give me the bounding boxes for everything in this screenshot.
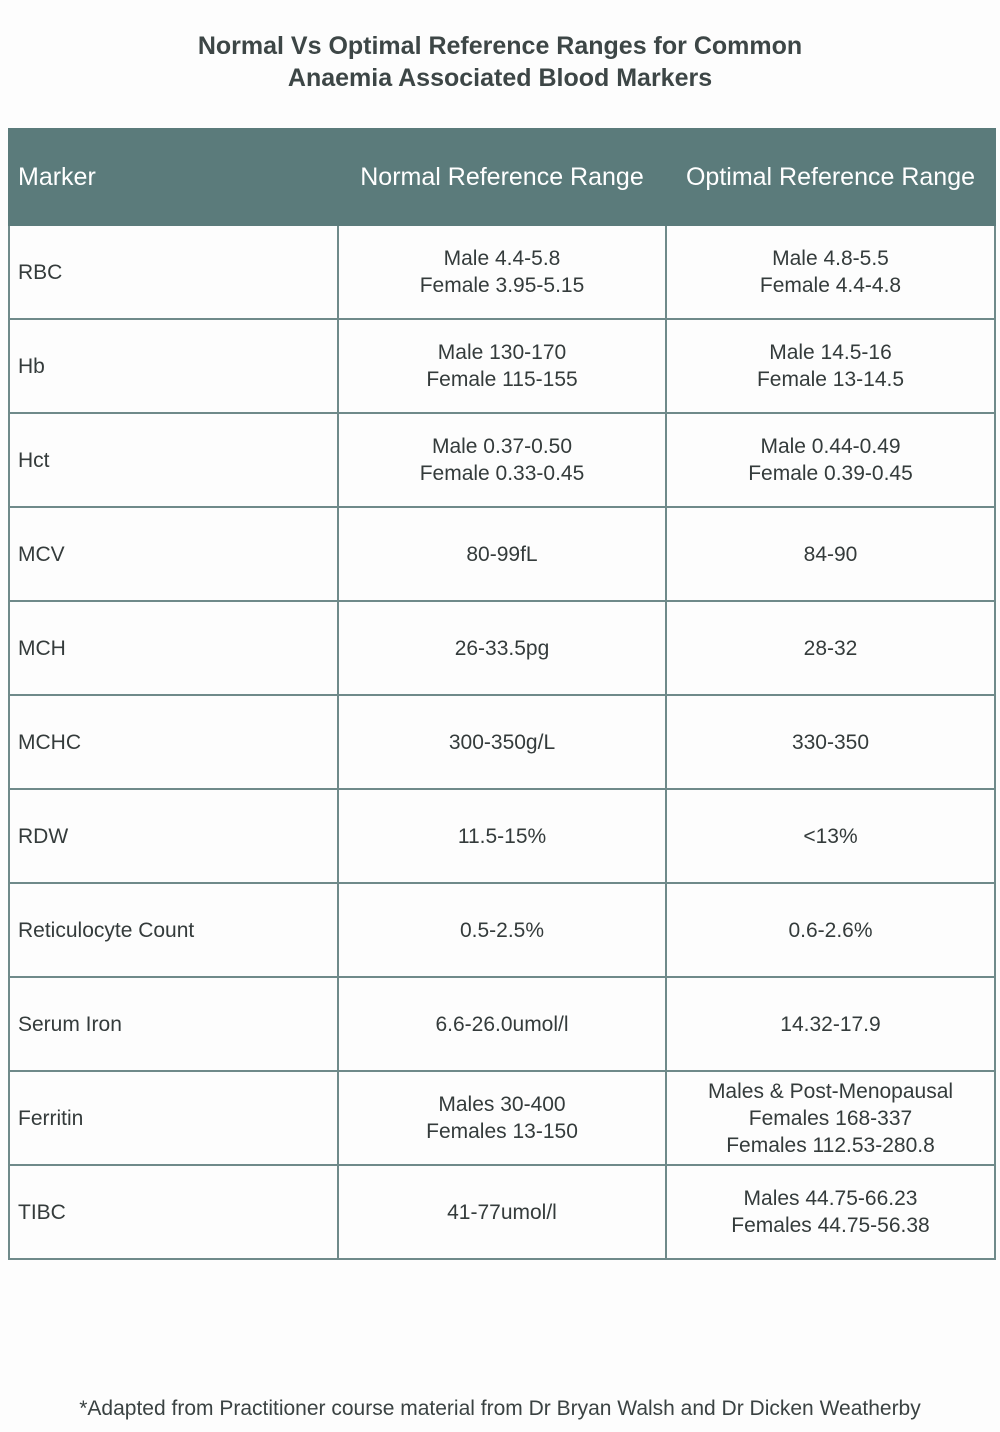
normal-range-cell: [338, 507, 666, 601]
table-row: [9, 413, 995, 507]
optimal-range-cell: [666, 789, 995, 883]
table-row: [9, 601, 995, 695]
optimal-range-line: <13%: [803, 824, 858, 848]
normal-range-cell: [338, 695, 666, 789]
table-row: [9, 883, 995, 977]
normal-range-cell: [338, 789, 666, 883]
optimal-range-line: Male 0.44-0.49: [760, 435, 901, 458]
table-row: [9, 695, 995, 789]
marker-cell: RBC: [9, 225, 338, 319]
title-line-1: Normal Vs Optimal Reference Ranges for Common: [197, 32, 803, 60]
normal-range-line: 0.5-2.5%: [459, 918, 545, 942]
optimal-range-line: Female 4.4-4.8: [759, 274, 902, 297]
normal-range-line: Males 30-400: [438, 1093, 566, 1116]
column-header-marker: Marker: [9, 129, 338, 225]
optimal-range-cell: [666, 319, 995, 413]
table-header: [9, 129, 995, 225]
page-title: [0, 30, 1000, 94]
optimal-range-line: Females 112.53-280.8: [726, 1133, 935, 1157]
normal-range-cell: [338, 977, 666, 1071]
optimal-range-line: Male 4.8-5.5: [772, 247, 889, 270]
normal-range-cell: [338, 1165, 666, 1259]
marker-cell: Hct: [9, 413, 338, 507]
table-row: [9, 225, 995, 319]
optimal-range-cell: [666, 225, 995, 319]
title-line-2: Anaemia Associated Blood Markers: [287, 64, 713, 92]
marker-cell: Reticulocyte Count: [9, 883, 338, 977]
normal-range-line: Females 13-150: [426, 1120, 578, 1143]
marker-cell: MCH: [9, 601, 338, 695]
optimal-range-line: 330-350: [791, 730, 870, 754]
table-row: [9, 789, 995, 883]
optimal-range-line: Males 44.75-66.23: [743, 1187, 918, 1210]
table-row: [9, 507, 995, 601]
normal-range-cell: [338, 1071, 666, 1165]
normal-range-line: Male 0.37-0.50: [431, 435, 573, 458]
normal-range-line: Female 115-155: [426, 368, 578, 391]
normal-range-cell: [338, 601, 666, 695]
optimal-range-line: Males & Post-Menopausal: [707, 1079, 954, 1103]
optimal-range-line: Male 14.5-16: [769, 341, 892, 364]
optimal-range-line: 0.6-2.6%: [788, 918, 873, 942]
marker-cell: Ferritin: [9, 1071, 338, 1165]
optimal-range-line: 84-90: [803, 542, 858, 566]
marker-cell: MCHC: [9, 695, 338, 789]
normal-range-line: 300-350g/L: [448, 730, 556, 754]
footnote: *Adapted from Practitioner course material from Dr Bryan Walsh and Dr Dicken Weatherby: [79, 1397, 921, 1420]
optimal-range-cell: [666, 413, 995, 507]
reference-ranges-table: [8, 128, 996, 1260]
normal-range-cell: [338, 319, 666, 413]
normal-range-line: Female 3.95-5.15: [419, 274, 585, 297]
column-header-optimal: Optimal Reference Range: [666, 129, 995, 225]
table-row: [9, 977, 995, 1071]
header-row: [9, 129, 995, 225]
normal-range-line: Female 0.33-0.45: [419, 462, 585, 485]
normal-range-line: 80-99fL: [466, 542, 538, 566]
normal-range-line: 6.6-26.0umol/l: [435, 1012, 569, 1036]
optimal-range-cell: [666, 1165, 995, 1259]
normal-range-line: 41-77umol/l: [447, 1200, 557, 1224]
marker-cell: TIBC: [9, 1165, 338, 1259]
marker-cell: Serum Iron: [9, 977, 338, 1071]
normal-range-line: 26-33.5pg: [454, 636, 550, 660]
table-body: [9, 225, 995, 1259]
optimal-range-line: Female 0.39-0.45: [748, 462, 913, 485]
normal-range-line: 11.5-15%: [457, 824, 547, 848]
optimal-range-line: Females 168-337: [748, 1106, 913, 1130]
marker-cell: RDW: [9, 789, 338, 883]
optimal-range-line: 28-32: [803, 636, 858, 660]
optimal-range-line: Female 13-14.5: [756, 368, 905, 391]
normal-range-cell: [338, 225, 666, 319]
table-row: [9, 1071, 995, 1165]
normal-range-line: Male 130-170: [437, 341, 567, 364]
column-header-normal: Normal Reference Range: [338, 129, 666, 225]
table-row: [9, 1165, 995, 1259]
optimal-range-cell: [666, 507, 995, 601]
optimal-range-line: Females 44.75-56.38: [731, 1214, 930, 1237]
optimal-range-cell: [666, 883, 995, 977]
optimal-range-line: 14.32-17.9: [780, 1012, 881, 1036]
marker-cell: Hb: [9, 319, 338, 413]
normal-range-cell: [338, 883, 666, 977]
optimal-range-cell: [666, 601, 995, 695]
optimal-range-cell: [666, 977, 995, 1071]
normal-range-line: Male 4.4-5.8: [443, 247, 561, 270]
table-row: [9, 319, 995, 413]
optimal-range-cell: [666, 695, 995, 789]
marker-cell: MCV: [9, 507, 338, 601]
normal-range-cell: [338, 413, 666, 507]
optimal-range-cell: [666, 1071, 995, 1165]
